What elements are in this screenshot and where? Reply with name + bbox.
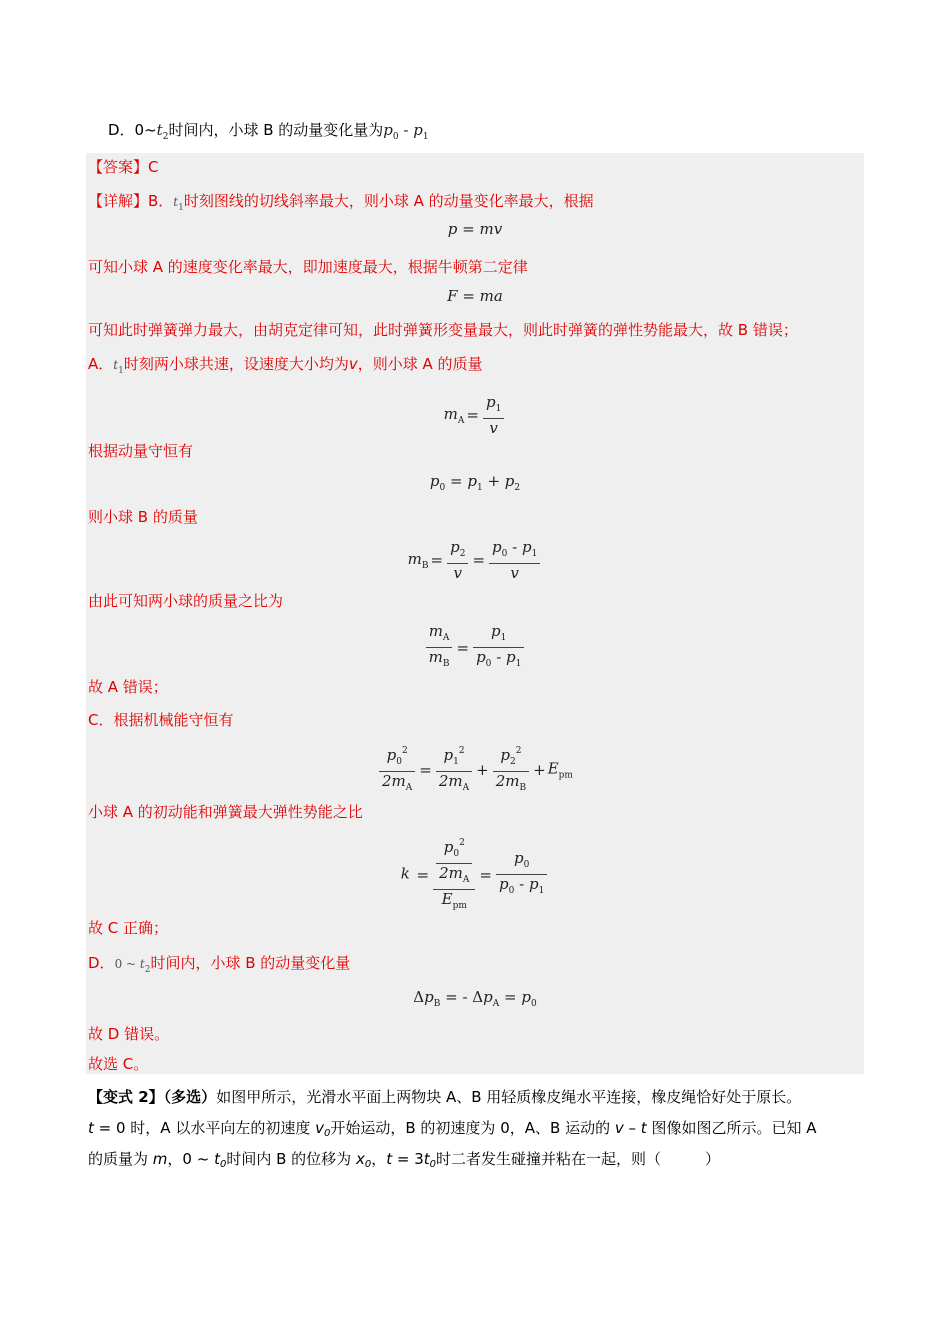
variant-line-2	[88, 1118, 816, 1144]
p0-minus-p1: $p_0 - p_1$	[383, 121, 429, 142]
v0-var: v	[315, 1119, 324, 1137]
t1-symbol-a: $t_1$	[113, 358, 124, 376]
formula-f-ma: F = ma	[447, 287, 503, 305]
ratio-line: 由此可知两小球的质量之比为	[88, 592, 284, 610]
t0-sub-2: 0	[429, 1159, 437, 1170]
variant-text2b: 开始运动，B 的初速度为 0，A、B 运动的	[330, 1119, 615, 1137]
formula-p-mv: p = mv	[447, 220, 503, 238]
zero-to-t2: 0 ~ $t_2$	[114, 957, 151, 975]
m-var: m	[152, 1150, 168, 1168]
variant-label: 【变式 2】	[88, 1088, 164, 1106]
t2-symbol: $t_2$	[156, 121, 169, 142]
spring-line: 可知此时弹簧弹力最大，由胡克定律可知，此时弹簧形变量最大，则此时弹簧的弹性势能最大，故 B 错误；	[88, 321, 798, 339]
option-d-line	[108, 120, 429, 147]
c-line: C．根据机械能守恒有	[88, 711, 234, 729]
a-text: 时刻两小球共速，设速度大小均为	[123, 355, 349, 373]
momentum-line: 根据动量守恒有	[88, 442, 194, 460]
t1-symbol: $t_1$	[173, 195, 184, 213]
answer-line: 【答案】C	[88, 158, 159, 176]
d-wrong-line: 故 D 错误。	[88, 1025, 170, 1043]
x0-sub: 0	[364, 1159, 372, 1170]
variant-multi: （多选）	[163, 1088, 217, 1106]
a-line	[88, 354, 483, 381]
variant-text3e: = 3	[392, 1150, 424, 1168]
variant-text2a: = 0 时，A 以水平向左的初速度	[93, 1119, 316, 1137]
t-var-2: t	[386, 1150, 393, 1168]
formula-momentum: $p_0 = p_1 + p_2$	[429, 472, 521, 493]
formula-ma: $m_A$ = $\frac{p_1}{v}$	[86, 393, 864, 437]
t0-var-2: t	[423, 1150, 430, 1168]
variant-text3f: 时二者发生碰撞并粘在一起，则（	[436, 1150, 662, 1168]
variant-text3b: ，0 ~	[167, 1150, 215, 1168]
a-prefix: A．	[88, 355, 114, 373]
detail-text: 时刻图线的切线斜率最大，则小球 A 的动量变化率最大，根据	[183, 192, 594, 210]
option-d-prefix: D．0~	[108, 121, 157, 139]
t0-sub: 0	[219, 1159, 227, 1170]
ke-line: 小球 A 的初动能和弹簧最大弹性势能之比	[88, 803, 363, 821]
v0-sub: 0	[324, 1128, 331, 1139]
variant-line-3	[88, 1149, 720, 1175]
d-prefix: D．	[88, 954, 115, 972]
v-symbol: v	[348, 355, 358, 373]
variant-text1: 如图甲所示，光滑水平面上两物块 A、B 用轻质橡皮绳水平连接，橡皮绳恰好处于原长。	[216, 1088, 802, 1106]
d-line	[88, 953, 350, 980]
formula-k: k = $\frac{\frac{p_0^2}{2m_A}}{E_{pm}}$ = $\frac{p_0}{p_0 - p_1}$	[86, 834, 864, 915]
a-wrong-line: 故 A 错误；	[88, 678, 168, 696]
variant-text3a: 的质量为	[88, 1150, 153, 1168]
massb-line: 则小球 B 的质量	[88, 508, 198, 526]
t0-var: t	[214, 1150, 220, 1168]
detail-prefix: 【详解】B．	[88, 192, 174, 210]
formula-energy: $\frac{p_0^2}{2m_A}$ = $\frac{p_1^2}{2m_A}$ + $\frac{p_2^2}{2m_B}$ + $E_{pm}$	[86, 742, 864, 797]
detail-line	[88, 191, 594, 218]
formula-mb: $m_B$ = $\frac{p_2}{v}$ = $\frac{p_0 - p_1}{v}$	[86, 538, 864, 582]
t-var: t	[88, 1119, 94, 1137]
d-text: 时间内，小球 B 的动量变化量	[150, 954, 351, 972]
c-right-line: 故 C 正确；	[88, 919, 169, 937]
t-axis-var: t	[640, 1119, 647, 1137]
variant-close: ）	[705, 1150, 721, 1168]
dash: –	[623, 1119, 641, 1137]
speed-line: 可知小球 A 的速度变化率最大，即加速度最大，根据牛顿第二定律	[88, 258, 528, 276]
variant-text3c: 时间内 B 的位移为	[226, 1150, 356, 1168]
option-d-text: 时间内，小球 B 的动量变化量为	[168, 121, 384, 139]
formula-ratio: $\frac{m_A}{m_B}$ = $\frac{p_1}{p_0 - p_1}$	[86, 622, 864, 673]
v-axis-var: v	[614, 1119, 624, 1137]
variant-text2c: 图像如图乙所示。已知 A	[646, 1119, 817, 1137]
x0-var: x	[355, 1150, 365, 1168]
formula-delta-p: $\Delta p_B$ = - $\Delta p_A = p_0$	[413, 988, 537, 1009]
variant-text3d: ，	[371, 1150, 387, 1168]
choose-c-line: 故选 C。	[88, 1055, 149, 1073]
variant-line-1	[88, 1087, 801, 1107]
a-text2: ，则小球 A 的质量	[357, 355, 483, 373]
